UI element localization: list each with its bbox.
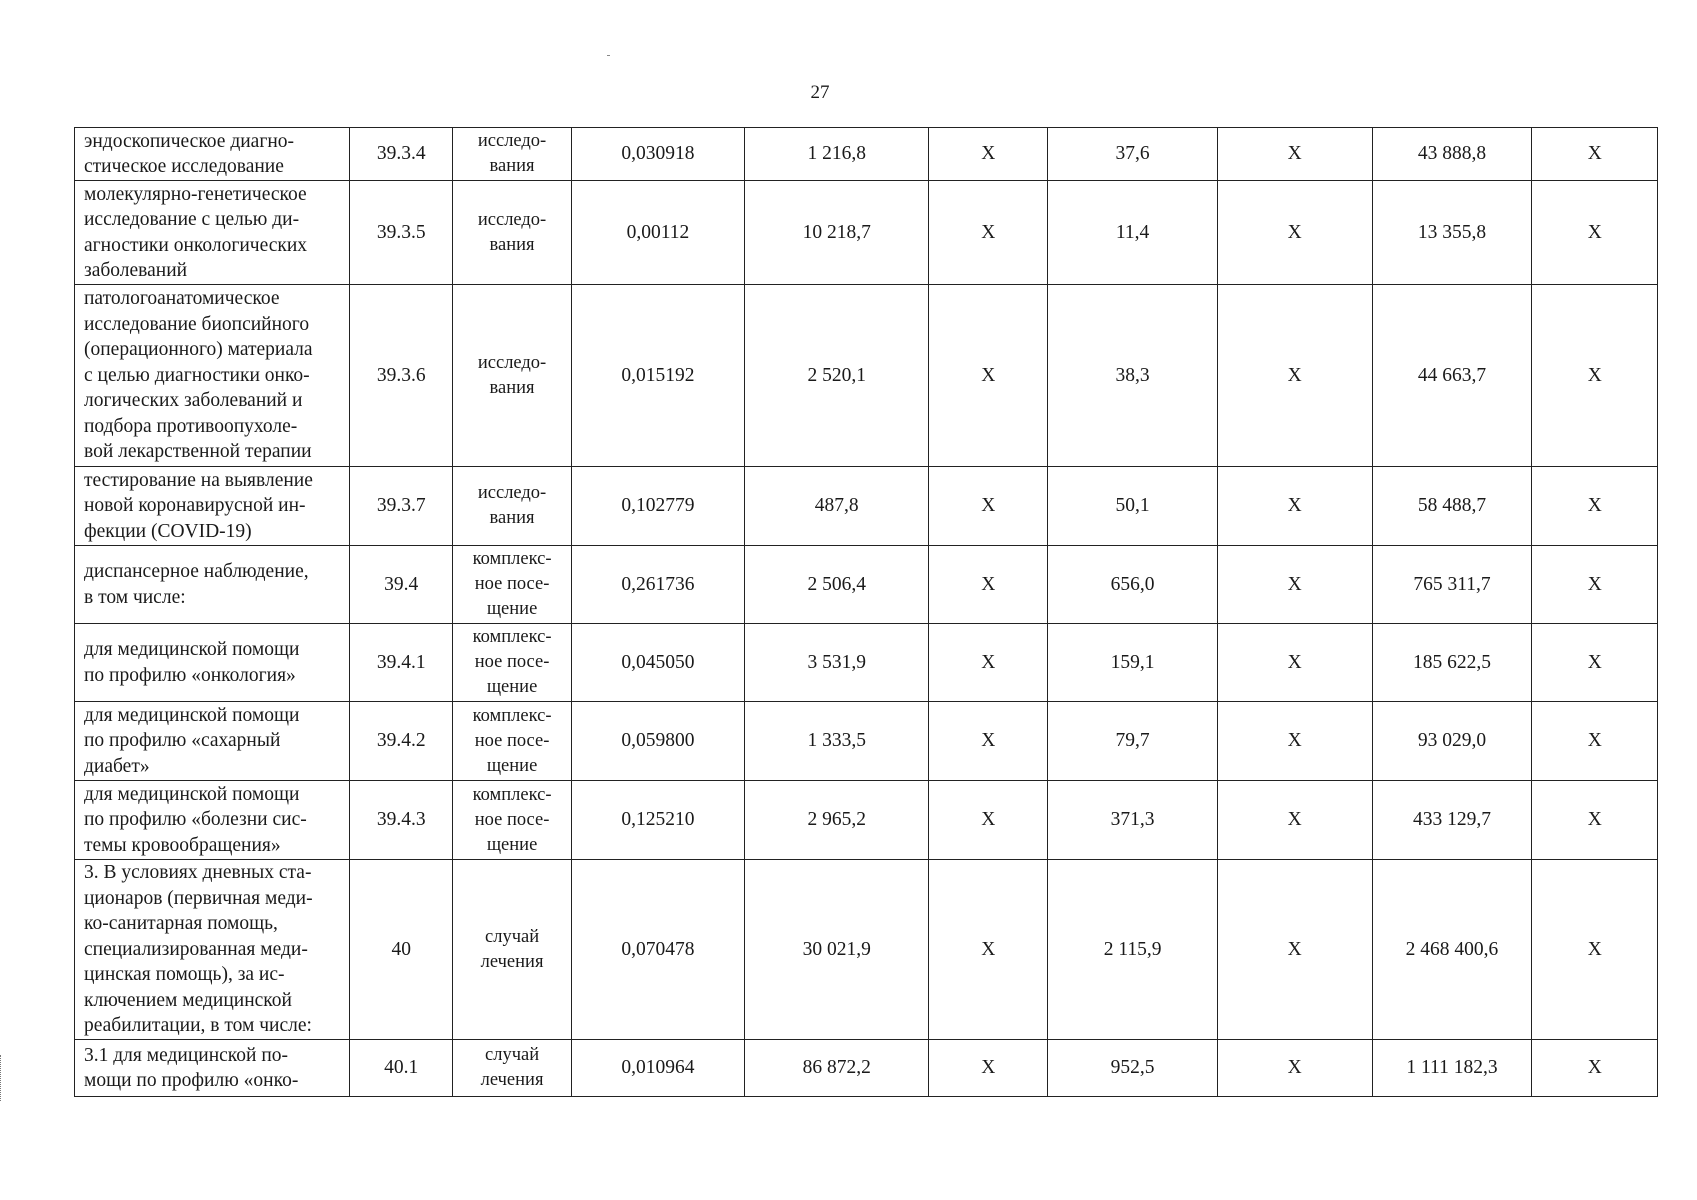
service-name-line: вой лекарственной терапии: [84, 441, 312, 463]
per-capita-value: 371,3: [1048, 781, 1217, 860]
table-row: [75, 128, 1658, 181]
service-name-line: фекции (COVID-19): [84, 520, 252, 542]
unit-line: лечения: [480, 1070, 544, 1090]
per-capita-value: 37,6: [1048, 128, 1217, 181]
row-code: 40: [349, 860, 453, 1040]
total-value: 1 111 182,3: [1372, 1040, 1532, 1097]
total-value: 2 468 400,6: [1372, 860, 1532, 1040]
row-code: 39.4.2: [349, 702, 453, 781]
unit-cell: [453, 546, 571, 624]
x-mark: Х: [1532, 1040, 1658, 1097]
norm-value: 0,070478: [571, 860, 745, 1040]
x-mark: Х: [1217, 546, 1372, 624]
unit-line: ное посе-: [474, 809, 550, 830]
x-mark: Х: [1217, 624, 1372, 702]
unit-cell: [453, 467, 571, 546]
page-number: 27: [810, 82, 830, 103]
norm-value: 0,261736: [571, 546, 745, 624]
unit-line: щение: [486, 599, 538, 619]
x-mark: Х: [929, 128, 1048, 181]
table-row: [75, 181, 1658, 285]
scan-artifact: [607, 55, 610, 56]
service-name-line: ключением медицинской: [84, 989, 292, 1011]
unit-line: вания: [489, 156, 535, 176]
service-name-cell: [75, 624, 350, 702]
x-mark: Х: [1217, 860, 1372, 1040]
unit-line: щение: [486, 677, 538, 697]
per-capita-value: 952,5: [1048, 1040, 1217, 1097]
per-capita-value: 50,1: [1048, 467, 1217, 546]
table-row: [75, 624, 1658, 702]
unit-line: ное посе-: [474, 652, 550, 672]
x-mark: Х: [1217, 702, 1372, 781]
service-name-line: тестирование на выявление: [84, 469, 313, 491]
norms-table-container: [74, 127, 1658, 1097]
total-value: 43 888,8: [1372, 128, 1532, 181]
unit-line: лечения: [480, 951, 544, 972]
norm-value: 0,045050: [571, 624, 745, 702]
table-row: [75, 860, 1658, 1040]
unit-line: комплекс-: [472, 627, 552, 647]
x-mark: Х: [929, 546, 1048, 624]
table-body: [75, 128, 1658, 1097]
unit-cell: [453, 285, 571, 467]
service-name-line: для медицинской помощи: [84, 704, 300, 726]
per-capita-value: 159,1: [1048, 624, 1217, 702]
service-name-cell: [75, 546, 350, 624]
norm-value: 0,102779: [571, 467, 745, 546]
unit-line: случай: [485, 926, 540, 947]
service-name-cell: [75, 860, 350, 1040]
unit-cell: [453, 702, 571, 781]
row-code: 39.3.5: [349, 181, 453, 285]
unit-line: вания: [489, 234, 535, 255]
service-name-cell: [75, 1040, 350, 1097]
service-name-line: ко-санитарная помощь,: [84, 913, 278, 935]
service-name-line: (операционного) материала: [84, 339, 313, 361]
unit-cell: [453, 860, 571, 1040]
x-mark: Х: [1217, 181, 1372, 285]
service-name-line: подбора противоопухоле-: [84, 415, 298, 437]
service-name-line: патологоанатомическое: [84, 288, 280, 310]
row-code: 39.4.3: [349, 781, 453, 860]
cost-value: 2 506,4: [745, 546, 929, 624]
x-mark: Х: [1217, 128, 1372, 181]
service-name-line: 3. В условиях дневных ста-: [84, 862, 312, 884]
cost-value: 10 218,7: [745, 181, 929, 285]
x-mark: Х: [929, 285, 1048, 467]
service-name-line: стическое исследование: [84, 156, 284, 177]
total-value: 93 029,0: [1372, 702, 1532, 781]
norm-value: 0,059800: [571, 702, 745, 781]
total-value: 433 129,7: [1372, 781, 1532, 860]
total-value: 58 488,7: [1372, 467, 1532, 546]
service-name-line: с целью диагностики онко-: [84, 364, 310, 386]
x-mark: Х: [1532, 181, 1658, 285]
service-name-line: заболеваний: [84, 260, 188, 281]
x-mark: Х: [1217, 1040, 1372, 1097]
x-mark: Х: [1217, 781, 1372, 860]
x-mark: Х: [1532, 781, 1658, 860]
cost-value: 86 872,2: [745, 1040, 929, 1097]
table-row: [75, 702, 1658, 781]
unit-cell: [453, 1040, 571, 1097]
x-mark: Х: [1532, 860, 1658, 1040]
x-mark: Х: [929, 781, 1048, 860]
service-name-line: диспансерное наблюдение,: [84, 561, 309, 582]
service-name-cell: [75, 285, 350, 467]
service-name-line: 3.1 для медицинской по-: [84, 1044, 289, 1066]
service-name-cell: [75, 702, 350, 781]
x-mark: Х: [1217, 467, 1372, 546]
per-capita-value: 2 115,9: [1048, 860, 1217, 1040]
x-mark: Х: [1532, 546, 1658, 624]
unit-cell: [453, 624, 571, 702]
unit-line: щение: [486, 834, 538, 855]
service-name-line: исследование с целью ди-: [84, 209, 300, 230]
x-mark: Х: [1532, 624, 1658, 702]
unit-line: вания: [489, 508, 535, 528]
unit-cell: [453, 128, 571, 181]
table-row: [75, 467, 1658, 546]
service-name-cell: [75, 128, 350, 181]
unit-line: комплекс-: [472, 549, 552, 569]
norm-value: 0,00112: [571, 181, 745, 285]
service-name-line: цинская помощь), за ис-: [84, 964, 285, 986]
norms-table: [74, 127, 1658, 1097]
unit-line: исследо-: [477, 352, 547, 373]
cost-value: 487,8: [745, 467, 929, 546]
service-name-cell: [75, 467, 350, 546]
scan-edge-artifact: [0, 1055, 3, 1101]
total-value: 765 311,7: [1372, 546, 1532, 624]
unit-line: комплекс-: [472, 784, 552, 805]
table-row: [75, 546, 1658, 624]
service-name-cell: [75, 181, 350, 285]
unit-line: щение: [486, 755, 538, 776]
per-capita-value: 38,3: [1048, 285, 1217, 467]
norm-value: 0,030918: [571, 128, 745, 181]
service-name-line: диабет»: [84, 755, 150, 777]
norm-value: 0,010964: [571, 1040, 745, 1097]
total-value: 13 355,8: [1372, 181, 1532, 285]
cost-value: 2 965,2: [745, 781, 929, 860]
row-code: 40.1: [349, 1040, 453, 1097]
x-mark: Х: [1532, 285, 1658, 467]
service-name-line: специализированная меди-: [84, 938, 308, 960]
service-name-line: логических заболеваний и: [84, 390, 303, 412]
per-capita-value: 79,7: [1048, 702, 1217, 781]
service-name-line: по профилю «онкология»: [84, 664, 296, 686]
x-mark: Х: [1532, 702, 1658, 781]
unit-line: исследо-: [477, 483, 547, 503]
x-mark: Х: [1217, 285, 1372, 467]
unit-line: случай: [485, 1045, 540, 1065]
row-code: 39.3.7: [349, 467, 453, 546]
unit-line: ное посе-: [474, 730, 550, 751]
x-mark: Х: [929, 181, 1048, 285]
row-code: 39.4: [349, 546, 453, 624]
service-name-line: мощи по профилю «онко-: [84, 1070, 299, 1091]
row-code: 39.3.4: [349, 128, 453, 181]
service-name-line: агностики онкологических: [84, 234, 308, 256]
cost-value: 3 531,9: [745, 624, 929, 702]
norm-value: 0,125210: [571, 781, 745, 860]
row-code: 39.4.1: [349, 624, 453, 702]
service-name-line: ционаров (первичная меди-: [84, 887, 313, 909]
table-row: [75, 1040, 1658, 1097]
x-mark: Х: [929, 702, 1048, 781]
service-name-line: темы кровообращения»: [84, 834, 281, 856]
unit-line: вания: [489, 377, 535, 398]
row-code: 39.3.6: [349, 285, 453, 467]
unit-line: исследо-: [477, 131, 547, 151]
total-value: 44 663,7: [1372, 285, 1532, 467]
per-capita-value: 656,0: [1048, 546, 1217, 624]
unit-line: исследо-: [477, 209, 547, 230]
cost-value: 30 021,9: [745, 860, 929, 1040]
x-mark: Х: [929, 467, 1048, 546]
service-name-line: для медицинской помощи: [84, 639, 300, 660]
per-capita-value: 11,4: [1048, 181, 1217, 285]
unit-line: ное посе-: [474, 574, 550, 594]
cost-value: 2 520,1: [745, 285, 929, 467]
service-name-line: новой коронавирусной ин-: [84, 495, 306, 517]
cost-value: 1 333,5: [745, 702, 929, 781]
x-mark: Х: [1532, 467, 1658, 546]
x-mark: Х: [929, 1040, 1048, 1097]
table-row: [75, 285, 1658, 467]
x-mark: Х: [929, 860, 1048, 1040]
unit-cell: [453, 181, 571, 285]
service-name-line: молекулярно-генетическое: [84, 183, 307, 205]
x-mark: Х: [929, 624, 1048, 702]
service-name-line: в том числе:: [84, 586, 186, 608]
unit-cell: [453, 781, 571, 860]
service-name-cell: [75, 781, 350, 860]
table-row: [75, 781, 1658, 860]
norm-value: 0,015192: [571, 285, 745, 467]
service-name-line: реабилитации, в том числе:: [84, 1015, 312, 1037]
service-name-line: для медицинской помощи: [84, 783, 300, 805]
service-name-line: эндоскопическое диагно-: [84, 130, 295, 152]
total-value: 185 622,5: [1372, 624, 1532, 702]
x-mark: Х: [1532, 128, 1658, 181]
cost-value: 1 216,8: [745, 128, 929, 181]
service-name-line: по профилю «болезни сис-: [84, 809, 307, 831]
service-name-line: по профилю «сахарный: [84, 730, 281, 752]
service-name-line: исследование биопсийного: [84, 313, 310, 335]
unit-line: комплекс-: [472, 705, 552, 726]
